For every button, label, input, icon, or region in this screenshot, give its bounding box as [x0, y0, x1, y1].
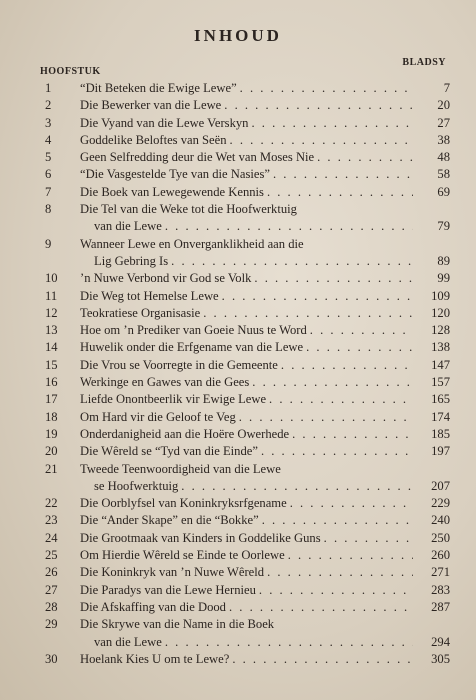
toc-entry — [40, 184, 450, 201]
page-number: 128 — [431, 323, 450, 338]
toc-entry — [40, 564, 450, 581]
chapter-number: 15 — [45, 357, 58, 372]
toc-entry — [40, 322, 450, 339]
dot-leader — [252, 374, 413, 391]
chapter-title: Onderdanigheid aan die Hoëre Owerhede — [80, 426, 290, 441]
dot-leader — [317, 149, 413, 166]
chapter-title: Lig Gebring Is — [94, 253, 169, 268]
toc-entry — [40, 651, 450, 668]
dot-leader — [273, 166, 413, 183]
page-number: 157 — [431, 375, 450, 390]
toc-entry — [40, 115, 450, 132]
chapter-number: 14 — [45, 340, 58, 355]
page-title: INHOUD — [194, 26, 282, 45]
chapter-title: Tweede Teenwoordigheid van die Lewe — [80, 461, 281, 476]
chapter-title: Die Vrou se Voorregte in die Gemeente — [80, 357, 278, 372]
toc-entry — [40, 530, 450, 547]
dot-leader — [181, 478, 413, 495]
chapter-title: Liefde Onontbeerlik vir Ewige Lewe — [80, 392, 267, 407]
chapter-number: 8 — [45, 202, 52, 217]
toc-entry — [40, 461, 450, 496]
dot-leader — [232, 651, 413, 668]
page-number: 305 — [431, 651, 450, 666]
chapter-number: 19 — [45, 426, 58, 441]
chapter-title: Teokratiese Organisasie — [80, 305, 201, 320]
chapter-number: 11 — [45, 288, 58, 303]
chapter-number: 9 — [45, 236, 52, 251]
chapter-title: Die Paradys van die Lewe Hernieu — [80, 582, 256, 597]
page-number: 7 — [443, 81, 450, 95]
chapter-number: 1 — [45, 81, 52, 95]
toc-entry — [40, 599, 450, 616]
page-number: 147 — [431, 357, 450, 372]
chapter-title: Om Hierdie Wêreld se Einde te Oorlewe — [80, 548, 285, 563]
page-number: 271 — [431, 565, 450, 580]
chapter-number: 18 — [45, 409, 58, 424]
page-number: 38 — [437, 132, 450, 147]
chapter-title: Geen Selfredding deur die Wet van Moses Nie — [80, 150, 315, 165]
chapter-title: Die Oorblyfsel van Koninkryksrfgename — [80, 496, 287, 511]
chapter-title: Die Boek van Lewegewende Kennis — [80, 184, 264, 199]
dot-leader — [203, 305, 413, 322]
toc-entry — [40, 339, 450, 356]
chapter-number: 22 — [45, 496, 58, 511]
toc-entry — [40, 357, 450, 374]
toc-entry — [40, 201, 450, 236]
toc-entry — [40, 288, 450, 305]
chapter-title: Wanneer Lewe en Onverganklikheid aan die — [80, 236, 304, 251]
page-number: 287 — [431, 599, 450, 614]
toc-entry — [40, 132, 450, 149]
dot-leader — [281, 357, 413, 374]
chapter-title: Die Weg tot Hemelse Lewe — [80, 288, 219, 303]
page-number: 174 — [431, 409, 450, 424]
toc-entry — [40, 582, 450, 599]
page-number: 48 — [437, 150, 450, 165]
page-number: 229 — [431, 496, 450, 511]
page-number: 207 — [431, 478, 450, 493]
toc-entry — [40, 374, 450, 391]
chapter-number: 17 — [45, 392, 58, 407]
dot-leader — [224, 97, 413, 114]
chapter-title: Werkinge en Gawes van die Gees — [80, 375, 250, 390]
toc-entry — [40, 495, 450, 512]
page-number: 283 — [431, 582, 450, 597]
dot-leader — [262, 512, 413, 529]
toc-entry — [40, 270, 450, 287]
chapter-number: 10 — [45, 271, 58, 286]
dot-leader — [171, 253, 413, 270]
chapter-number: 6 — [45, 167, 52, 182]
page-number: 138 — [431, 340, 450, 355]
chapter-title: Goddelike Beloftes van Seën — [80, 132, 227, 147]
page-number: 89 — [437, 253, 450, 268]
toc-entry — [40, 426, 450, 443]
chapter-number: 20 — [45, 444, 58, 459]
chapter-title: Die Skrywe van die Name in die Boek — [80, 617, 275, 632]
dot-leader — [259, 582, 413, 599]
page-number: 58 — [437, 167, 450, 182]
page-number: 99 — [437, 271, 450, 286]
chapter-title: ’n Nuwe Verbond vir God se Volk — [80, 271, 252, 286]
chapter-title: Die “Ander Skape” en die “Bokke” — [80, 513, 259, 528]
dot-leader — [269, 391, 413, 408]
chapter-title: “Dit Beteken die Ewige Lewe” — [80, 81, 237, 95]
toc-entry — [40, 80, 450, 97]
toc-entry — [40, 616, 450, 651]
dot-leader — [324, 530, 413, 547]
page-number: 294 — [431, 634, 450, 649]
dot-leader — [239, 409, 413, 426]
page-number: 185 — [431, 426, 450, 441]
dot-leader — [230, 132, 413, 149]
chapter-number: 2 — [45, 98, 52, 113]
page-number: 109 — [431, 288, 450, 303]
dot-leader — [292, 426, 413, 443]
chapter-title: Die Tel van die Weke tot die Hoofwerktuig — [80, 202, 297, 217]
dot-leader — [261, 443, 413, 460]
chapter-title: se Hoofwerktuig — [94, 478, 179, 493]
toc-entry — [40, 409, 450, 426]
page-number: 120 — [431, 305, 450, 320]
dot-leader — [251, 115, 413, 132]
chapter-column-header: HOOFSTUK — [40, 66, 101, 77]
toc-entry — [40, 391, 450, 408]
chapter-title: van die Lewe — [94, 634, 162, 649]
toc-entry — [40, 443, 450, 460]
chapter-number: 5 — [45, 150, 52, 165]
toc-entry — [40, 149, 450, 166]
dot-leader — [267, 184, 413, 201]
dot-leader — [165, 218, 413, 235]
toc-entry — [40, 512, 450, 529]
chapter-number: 26 — [45, 565, 58, 580]
page-number: 79 — [437, 219, 450, 234]
dot-leader — [267, 564, 413, 581]
chapter-number: 13 — [45, 323, 58, 338]
chapter-title: Die Koninkryk van ’n Nuwe Wêreld — [80, 565, 265, 580]
chapter-title: Die Bewerker van die Lewe — [80, 98, 222, 113]
page-number: 20 — [437, 98, 450, 113]
dot-leader — [240, 80, 413, 97]
dot-leader — [254, 270, 413, 287]
chapter-number: 25 — [45, 548, 58, 563]
chapter-number: 4 — [45, 132, 52, 147]
chapter-number: 7 — [45, 184, 52, 199]
page-number: 197 — [431, 444, 450, 459]
chapter-number: 28 — [45, 599, 58, 614]
chapter-number: 21 — [45, 461, 58, 476]
chapter-number: 16 — [45, 375, 58, 390]
toc-entry — [40, 166, 450, 183]
dot-leader — [222, 288, 413, 305]
chapter-number: 24 — [45, 530, 58, 545]
chapter-title: van die Lewe — [94, 219, 162, 234]
toc-entry — [40, 305, 450, 322]
chapter-title: Die Afskaffing van die Dood — [80, 599, 226, 614]
chapter-title: Om Hard vir die Geloof te Veg — [80, 409, 236, 424]
toc-entry — [40, 236, 450, 271]
table-of-contents — [40, 80, 450, 668]
chapter-number: 29 — [45, 617, 58, 632]
chapter-number: 30 — [45, 651, 58, 666]
page-column-header: BLADSY — [402, 57, 446, 68]
chapter-number: 27 — [45, 582, 58, 597]
chapter-number: 3 — [45, 115, 52, 130]
chapter-title: “Die Vasgestelde Tye van die Nasies” — [80, 167, 270, 182]
dot-leader — [306, 339, 413, 356]
chapter-number: 23 — [45, 513, 58, 528]
page-number: 165 — [431, 392, 450, 407]
page-number: 240 — [431, 513, 450, 528]
page-number: 260 — [431, 548, 450, 563]
chapter-number: 12 — [45, 305, 58, 320]
chapter-title: Hoelank Kies U om te Lewe? — [80, 651, 230, 666]
toc-entry — [40, 97, 450, 114]
dot-leader — [165, 634, 413, 651]
dot-leader — [229, 599, 413, 616]
toc-entry — [40, 547, 450, 564]
chapter-title: Die Grootmaak van Kinders in Goddelike Guns — [80, 530, 321, 545]
dot-leader — [288, 547, 413, 564]
page-number: 250 — [431, 530, 450, 545]
page-number: 27 — [437, 115, 450, 130]
chapter-title: Die Vyand van die Lewe Verskyn — [80, 115, 249, 130]
dot-leader — [310, 322, 413, 339]
chapter-title: Hoe om ’n Prediker van Goeie Nuus te Word — [80, 323, 307, 338]
dot-leader — [290, 495, 413, 512]
chapter-title: Die Wêreld se “Tyd van die Einde” — [80, 444, 258, 459]
chapter-title: Huwelik onder die Erfgename van die Lewe — [80, 340, 304, 355]
page-number: 69 — [437, 184, 450, 199]
